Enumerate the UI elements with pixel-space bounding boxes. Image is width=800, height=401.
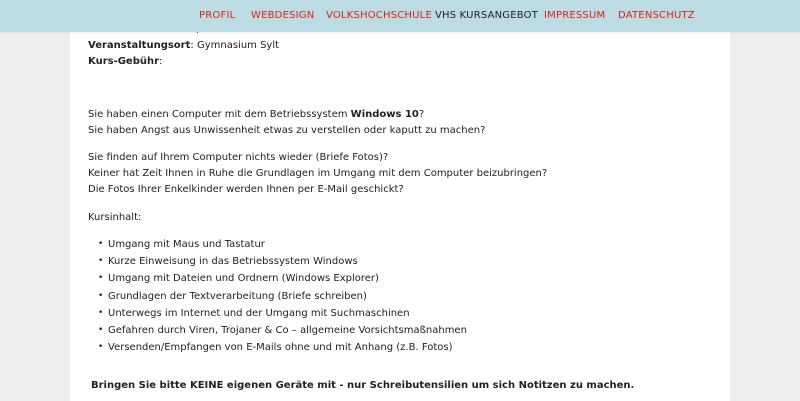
list-item-text: Umgang mit Dateien und Ordnern (Windows Explorer) — [108, 273, 379, 285]
para2-line3: Die Fotos Ihrer Enkelkinder werden Ihnen per E-Mail geschickt? — [88, 184, 404, 195]
list-item — [88, 236, 718, 253]
intro-line1-prefix: Sie haben einen Computer mit dem Betriebssystem — [88, 109, 351, 120]
list-item — [88, 339, 718, 356]
course-content — [88, 22, 718, 356]
intro-line1-suffix: ? — [418, 109, 425, 120]
main-nav — [0, 0, 800, 32]
bullet-icon: • — [98, 342, 104, 353]
list-item-text: Gefahren durch Viren, Trojaner & Co – allgemeine Vorsichtsmaßnahmen — [108, 324, 467, 336]
bullet-icon: • — [98, 239, 104, 249]
nav-item-impressum[interactable]: IMPRESSUM — [544, 10, 606, 21]
list-item — [88, 305, 718, 322]
ort-label: Veranstaltungsort — [88, 40, 191, 51]
nav-item-profil[interactable]: PROFIL — [199, 10, 236, 21]
bullet-icon: • — [98, 273, 104, 284]
kursinhalt-label: Kursinhalt: — [88, 212, 142, 223]
top-navigation-bar — [0, 0, 800, 32]
intro-line2: Sie haben Angst aus Unwissenheit etwas zu verstellen oder kaputt zu machen? — [88, 125, 486, 136]
kursinhalt-list — [88, 236, 718, 356]
list-item — [88, 322, 718, 339]
gebuehr-label: Kurs-Gebühr — [88, 56, 160, 67]
para2-line1: Sie finden auf Ihrem Computer nichts wieder (Briefe Fotos)? — [88, 152, 389, 163]
list-item-text: Versenden/Empfangen von E-Mails ohne und mit Anhang (z.B. Fotos) — [108, 342, 453, 354]
intro-paragraph — [88, 107, 718, 139]
nav-item-datenschutz[interactable]: DATENSCHUTZ — [618, 10, 695, 21]
nav-item-webdesign[interactable]: WEBDESIGN — [251, 10, 315, 21]
ort-value: : Gymnasium Sylt — [190, 40, 280, 51]
gebuehr-line — [88, 54, 718, 70]
list-item — [88, 270, 718, 287]
list-item-text: Unterwegs im Internet und der Umgang mit Suchmaschinen — [108, 307, 410, 319]
bullet-icon: • — [98, 256, 104, 267]
list-item — [88, 253, 718, 270]
nav-item-volkshochschule[interactable]: VOLKSHOCHSCHULE — [326, 10, 432, 21]
gebuehr-value: : — [159, 56, 163, 67]
list-item-text: Umgang mit Maus und Tastatur — [108, 239, 265, 250]
content-page — [70, 0, 730, 401]
intro-line1-bold: Windows 10 — [350, 109, 419, 120]
bullet-icon: • — [98, 307, 104, 318]
list-item-text: Kurze Einweisung in das Betriebssystem Windows — [108, 256, 358, 268]
para2-line2: Keiner hat Zeit Ihnen in Ruhe die Grundlagen im Umgang mit dem Computer beizubringen? — [88, 168, 548, 179]
bullet-icon: • — [98, 290, 104, 301]
notice-text: Bringen Sie bitte KEINE eigenen Geräte mit - nur Schreibutensilien um sich Notitzen zu machen. — [91, 380, 635, 391]
second-paragraph — [88, 150, 718, 198]
nav-item-vhs-kursangebot[interactable]: VHS KURSANGEBOT — [435, 10, 539, 21]
list-item-text: Grundlagen der Textverarbeitung (Briefe schreiben) — [108, 290, 367, 302]
ort-line — [88, 38, 718, 54]
list-item — [88, 288, 718, 305]
bullet-icon: • — [98, 324, 104, 335]
